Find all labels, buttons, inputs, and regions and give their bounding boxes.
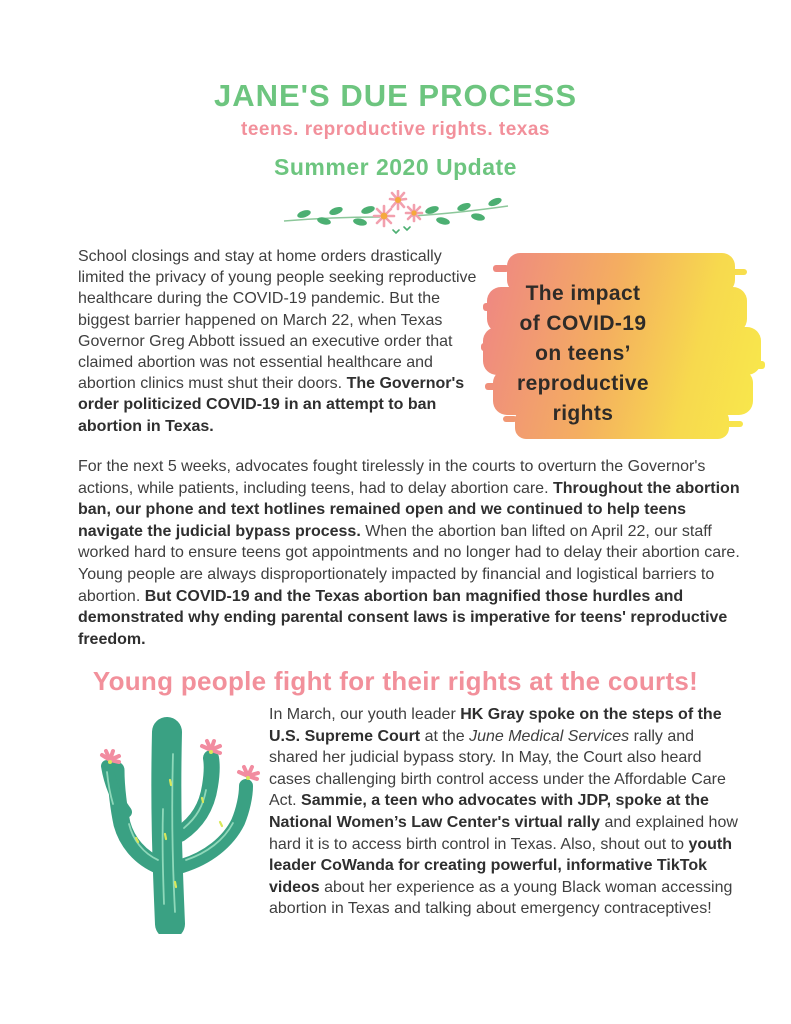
floral-divider-icon bbox=[280, 190, 512, 238]
badge-line: of COVID-19 bbox=[519, 312, 647, 335]
tagline: teens. reproductive rights. texas bbox=[241, 119, 550, 140]
covid-impact-badge bbox=[481, 243, 768, 447]
badge-line: rights bbox=[552, 402, 614, 425]
badge-line: reproductive bbox=[517, 372, 649, 395]
edition-title: Summer 2020 Update bbox=[274, 154, 517, 180]
covid-paragraph-1: School closings and stay at home orders drastically limited the privacy of young people seeking reproductive healthcare during the COVID-19 pandemic. But the biggest barrier happened on March 22, when Texas Governor Greg Abbott issued an executive order that claimed abortion was not essential healthcare and abortion clinics must shut their doors. The Governor's order politicized COVID-19 in an attempt to ban abortion in Texas. bbox=[78, 248, 477, 435]
courts-paragraph: In March, our youth leader HK Gray spoke on the steps of the U.S. Supreme Court at the June Medical Services rally and shared her judicial bypass story. In May, the Court also heard cases challenging birth control access under the Affordable Care Act. Sammie, a teen who advocates with JDP, spoke at the National Women’s Law Center's virtual rally and explained how hard it is to access birth control in Texas. Also, shout out to youth leader CoWanda for creating powerful, informative TikTok videos about her experience as a young Black woman accessing abortion in Texas and talking about emergency contraceptives! bbox=[269, 706, 738, 918]
badge-text bbox=[481, 279, 685, 429]
badge-line: The impact bbox=[525, 282, 641, 305]
cactus-illustration-icon bbox=[80, 714, 265, 934]
covid-paragraph-2: For the next 5 weeks, advocates fought tirelessly in the courts to overturn the Governor's actions, while patients, including teens, had to delay abortion care. Throughout the abortion ban, our phone and text hotlines remained open and we continued to help teens navigate the judicial bypass process. When the abortion ban lifted on April 22, our staff worked hard to ensure teens got appointments and no longer had to delay their abortion care. Young people are always disproportionately impacted by financial and logistical barriers to abortion. But COVID-19 and the Texas abortion ban magnified those hurdles and demonstrated why ending parental consent laws is imperative for teens' reproductive freedom. bbox=[78, 458, 740, 648]
page-title: JANE'S DUE PROCESS bbox=[213, 78, 577, 113]
courts-heading: Young people fight for their rights at the courts! bbox=[92, 666, 699, 696]
badge-line: on teens’ bbox=[535, 342, 631, 365]
